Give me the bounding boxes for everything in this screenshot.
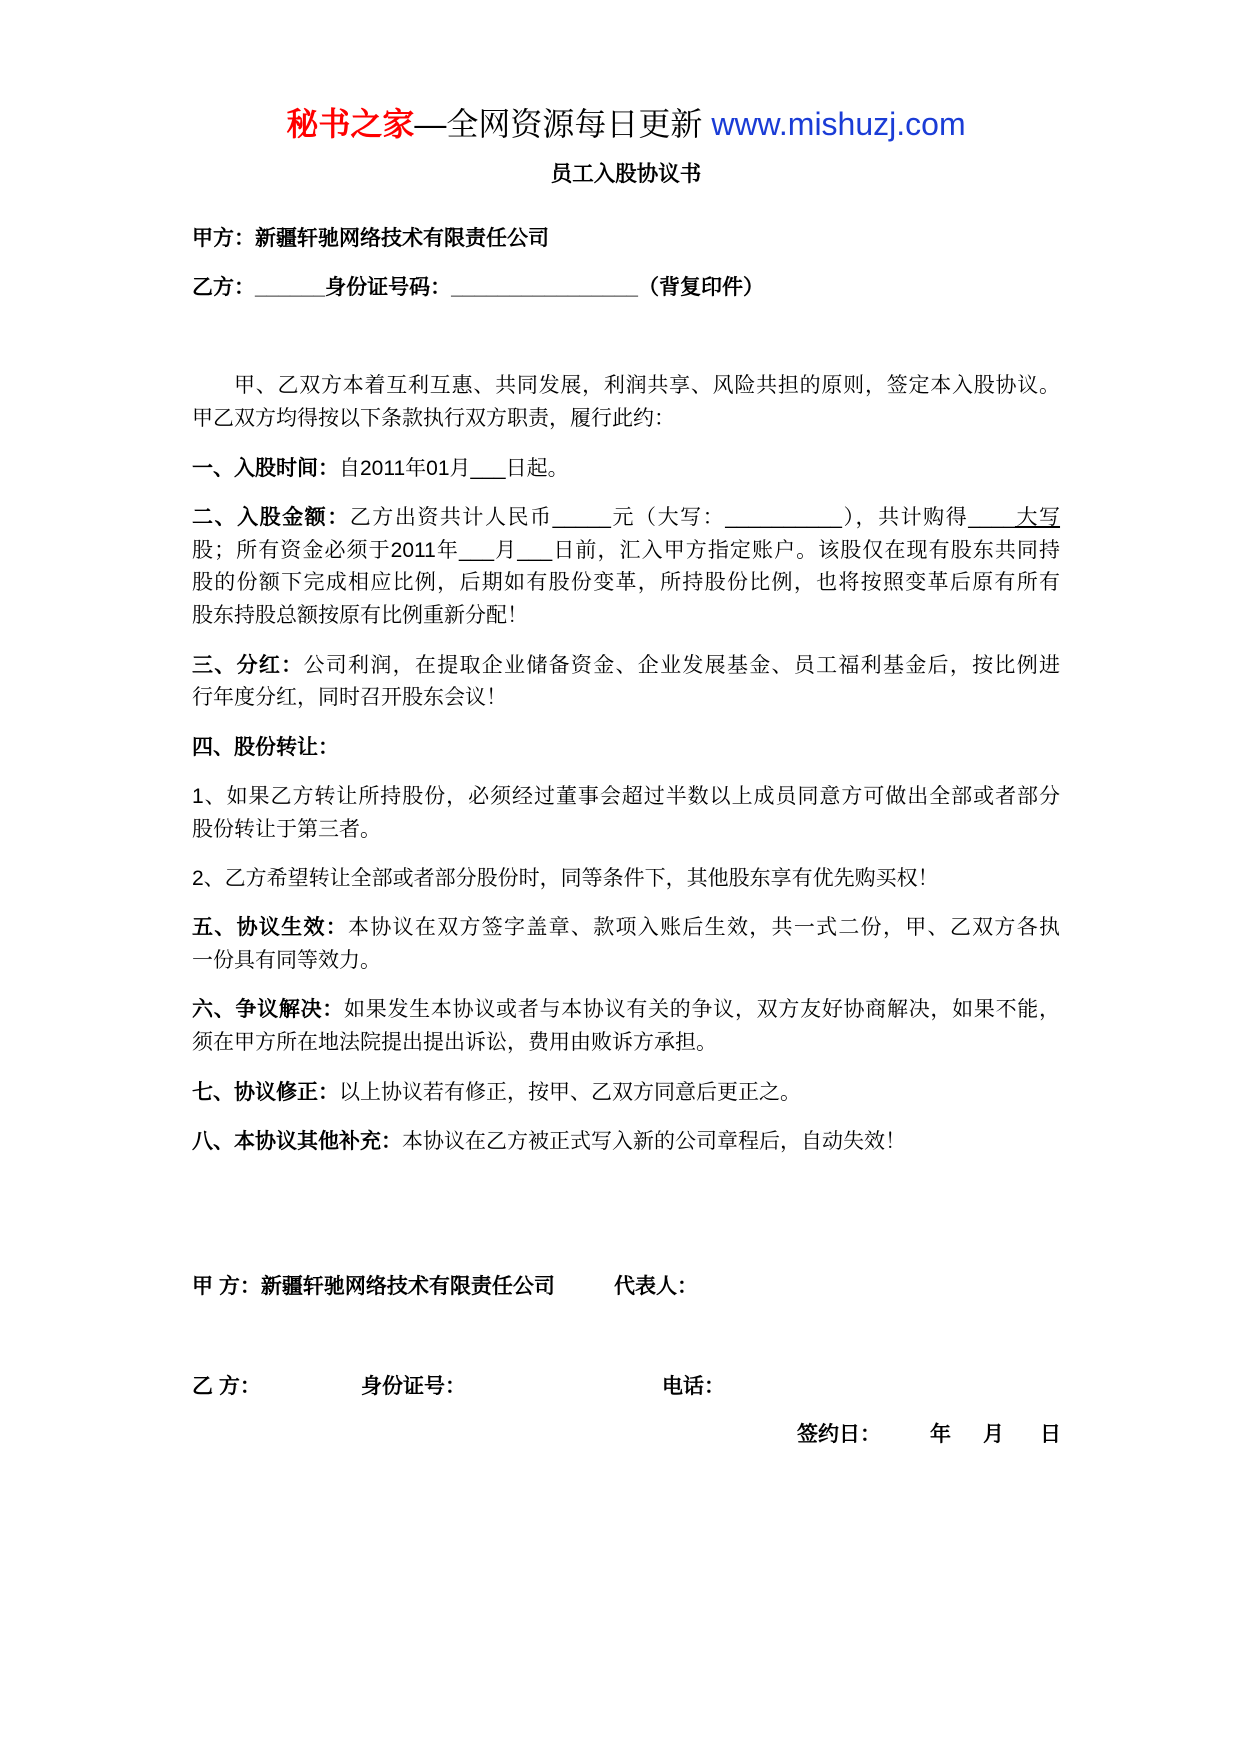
clause-5-line: 一份具有同等效力。 [192, 949, 381, 973]
clause-4-item-2 [192, 863, 1060, 896]
clause-3 [192, 650, 1060, 716]
signature-party-a-name: 新疆轩驰网络技术有限责任公司 [260, 1274, 555, 1298]
clause-2-text: 元（大写： [610, 505, 726, 529]
clause-4-item-1 [192, 781, 1060, 847]
party-b-text [192, 272, 1060, 305]
clause-4-label: 四、股份转让： [192, 735, 339, 759]
clause-5 [192, 912, 1060, 978]
party-b-name-blank: ______ [255, 275, 326, 299]
clause-2-line: 股东持股总额按原有比例重新分配！ [192, 604, 528, 628]
clause-7-text: 以上协议若有修正，按甲、乙双方同意后更正之。 [339, 1080, 801, 1104]
signature-phone-label: 电话： [662, 1374, 725, 1398]
document-title: 员工入股协议书 [550, 162, 702, 186]
clause-7 [192, 1077, 1060, 1110]
underlined-text: 大写 [1014, 505, 1061, 529]
clause-6-line [192, 994, 1060, 1027]
clause-1-text: 日起。 [505, 456, 569, 480]
clause-1 [192, 453, 1060, 486]
clause-3-text: 公司利润，在提取企业储备资金、企业发展基金、员工福利基金后，按比例进 [303, 653, 1061, 677]
party-a-label: 甲方： [192, 226, 255, 250]
party-a-line [192, 223, 1060, 256]
clause-2-text: ），共计购得 [841, 505, 969, 529]
clause-6-text: 如果发生本协议或者与本协议有关的争议，双方友好协商解决，如果不能， [344, 998, 1061, 1022]
signature-party-a-label: 甲 方： [192, 1274, 261, 1298]
signature-representative-label: 代表人： [614, 1274, 698, 1298]
clause-8-label: 八、本协议其他补充： [192, 1129, 402, 1153]
banner-brand: 秘书之家 [286, 106, 415, 142]
blank-field: ___ [517, 538, 553, 562]
clause-6-label: 六、争议解决： [192, 998, 345, 1022]
clause-2-line [192, 502, 1060, 535]
clause-6 [192, 994, 1060, 1060]
blank-field: ____ [968, 505, 1015, 529]
signature-party-b-label: 乙 方： [192, 1374, 261, 1398]
clause-8-line [192, 1126, 1060, 1159]
party-a-text [192, 223, 1060, 256]
signing-date-year: 年 [930, 1422, 951, 1446]
clause-2-text: 乙方出资共计人民币 [349, 505, 553, 529]
clause-3-label: 三、分红： [192, 653, 304, 677]
clause-8-text: 本协议在乙方被正式写入新的公司章程后，自动失效！ [402, 1129, 906, 1153]
signing-date-month: 月 [983, 1422, 1004, 1446]
clause-8 [192, 1126, 1060, 1159]
party-b-note: （背复印件） [637, 275, 764, 299]
clause-2-line: 股的份额下完成相应比例，后期如有股份变革，所持股份比例，也将按照变革后原有所有 [192, 571, 1060, 595]
blank-field: ___ [459, 538, 495, 562]
blank-field: ___ [470, 456, 506, 480]
clause-4-item-line: 1、如果乙方转让所持股份，必须经过董事会超过半数以上成员同意方可做出全部或者部分 [192, 784, 1060, 808]
clause-2-label: 二、入股金额： [192, 505, 350, 529]
clause-2-text: 股；所有资金必须于2011年 [192, 538, 459, 562]
clause-1-label: 一、入股时间： [192, 456, 339, 480]
clause-6-line: 须在甲方所在地法院提出提出诉讼，费用由败诉方承担。 [192, 1031, 717, 1055]
preamble-line: 甲乙双方均得按以下条款执行双方职责，履行此约： [192, 407, 675, 431]
preamble [192, 370, 1060, 436]
clause-7-line [192, 1077, 1060, 1110]
clause-3-line [192, 650, 1060, 683]
clause-2-line [192, 535, 1060, 568]
clause-2 [192, 502, 1060, 633]
clause-7-label: 七、协议修正： [192, 1080, 339, 1104]
site-banner [192, 100, 1060, 148]
clause-1-text: 自2011年01月 [339, 456, 471, 480]
banner-slogan: —全网资源每日更新 [414, 106, 703, 142]
party-b-label: 乙方： [192, 275, 255, 299]
party-b-id-blank: ________________ [451, 275, 638, 299]
clause-2-text: 日前，汇入甲方指定账户。该股仅在现有股东共同持 [552, 538, 1060, 562]
banner-url: www.mishuzj.com [711, 106, 966, 142]
party-b-line [192, 272, 1060, 305]
blank-field: __________ [725, 505, 842, 529]
clause-5-line [192, 912, 1060, 945]
preamble-line: 甲、乙双方本着互利互惠、共同发展，利润共享、风险共担的原则，签定本入股协议。 [234, 374, 1060, 398]
clause-4 [192, 732, 1060, 765]
party-a-name: 新疆轩驰网络技术有限责任公司 [255, 226, 549, 250]
clause-4-item-line: 2、乙方希望转让全部或者部分股份时，同等条件下，其他股东享有优先购买权！ [192, 867, 939, 891]
party-b-id-label: 身份证号码： [325, 275, 452, 299]
clause-2-text: 月 [494, 538, 518, 562]
clause-5-label: 五、协议生效： [192, 916, 349, 940]
signature-id-label: 身份证号： [361, 1374, 466, 1398]
agreement-body [192, 223, 1060, 1176]
clause-3-line: 行年度分红，同时召开股东会议！ [192, 686, 507, 710]
blank-field: _____ [552, 505, 611, 529]
signing-date-label: 签约日： [797, 1422, 881, 1446]
signature-party-a [192, 1271, 555, 1304]
signing-date-day: 日 [1040, 1422, 1061, 1446]
clause-1-line [192, 453, 1060, 486]
clause-4-item-line: 股份转让于第三者。 [192, 817, 381, 841]
clause-5-text: 本协议在双方签字盖章、款项入账后生效，共一式二份，甲、乙双方各执 [348, 916, 1061, 940]
empty-line [192, 321, 1060, 354]
